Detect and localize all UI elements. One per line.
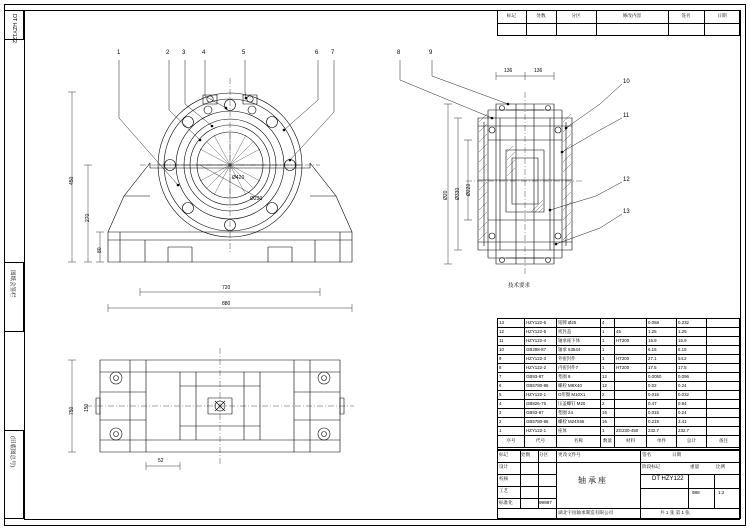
bom-cell: 0.94 (678, 400, 687, 406)
bom-cell: 17.5 (648, 364, 657, 370)
balloon-6: 6 (315, 50, 319, 56)
bom-header-cell: 材料 (625, 438, 636, 443)
company-name: 湖北宇宙轴承制造有限公司 (558, 510, 614, 515)
bom-cell: 1 (602, 364, 605, 370)
bom-cell: 6.15 (648, 346, 657, 352)
bom-cell: 0.015 (648, 409, 659, 415)
bom-cell: 54.2 (678, 355, 687, 361)
bom-cell: ZG230-450 (616, 427, 639, 433)
bom-cell: GB5780-86 (526, 382, 549, 388)
bom-header-cell: 单件 (656, 438, 667, 443)
bom-header-cell: 备注 (718, 438, 729, 443)
bom-cell: 11 (499, 337, 504, 343)
bom-cell: 12 (602, 373, 607, 379)
bom-cell: 27.1 (648, 355, 657, 361)
bom-cell: 座体 (558, 427, 567, 433)
bom-cell: 1 (602, 337, 605, 343)
technical-requirements-note: 技术要求 (508, 283, 531, 289)
balloon-9: 9 (429, 50, 433, 56)
balloon-1: 1 (117, 50, 121, 56)
balloon-7: 7 (331, 50, 335, 56)
bom-cell: 9 (499, 355, 502, 361)
bom-cell: GB5780-86 (526, 418, 549, 424)
bom-cell: 2 (602, 400, 605, 406)
balloon-13: 13 (623, 209, 630, 215)
bom-cell: 45 (616, 328, 621, 334)
change-col-sign: 签名 (681, 13, 691, 18)
title-field-weight: 重量 (690, 464, 700, 469)
title-field-date-value: 99987 (539, 500, 552, 505)
title-field-count: 处数 (521, 452, 531, 457)
bom-cell: 10 (499, 346, 504, 352)
title-field-zone: 分区 (539, 452, 549, 457)
dim-side-20: Ø20 (443, 190, 449, 200)
bom-header-cell: 数量 (602, 438, 613, 443)
title-field-stage: 阶段标记 (642, 464, 661, 469)
bom-cell: HZY122-2 (526, 364, 547, 370)
bom-cell: 1.25 (648, 328, 657, 334)
bom-cell: 3.41 (678, 418, 687, 424)
bom-cell: 0.24 (678, 382, 687, 388)
bom-cell: 7 (499, 373, 502, 379)
title-mass-value: 988 (692, 490, 700, 495)
bom-cell: GB93-87 (526, 373, 544, 379)
balloon-3: 3 (182, 50, 186, 56)
change-col-count: 处数 (536, 13, 546, 18)
bom-cell: 16 (602, 409, 607, 415)
bom-cell: 4 (499, 400, 502, 406)
dim-80: 80 (97, 247, 103, 253)
bom-cell: HT200 (616, 364, 630, 370)
bom-cell: 5 (499, 391, 502, 397)
bom-header-cell: 序号 (506, 438, 516, 443)
bom-cell: 0.032 (678, 391, 689, 397)
dim-880: 880 (222, 301, 231, 307)
bom-cell: 0.058 (648, 319, 659, 325)
change-col-zone: 分区 (571, 13, 581, 18)
dim-bore-420: Ø420 (232, 175, 245, 181)
bom-cell: HZY122-4 (526, 337, 547, 343)
bom-cell: HZY122-1 (526, 391, 547, 397)
bom-cell: HZY122-5 (526, 328, 547, 334)
title-field-sign: 签名 (642, 452, 652, 457)
bom-cell: 0.47 (648, 400, 657, 406)
title-field-scale: 比例 (716, 464, 726, 469)
bom-cell: 0.219 (648, 418, 659, 424)
title-sheet-label: 共 1 张 第 1 张 (660, 510, 690, 515)
bom-cell: 16 (602, 418, 607, 424)
bom-cell: GB93-87 (526, 409, 544, 415)
bom-cell: 0.096 (678, 373, 689, 379)
bom-cell: 螺栓 M24X65 (558, 418, 585, 424)
bom-cell: 0.232 (678, 319, 689, 325)
bom-cell: 外密封件 (558, 355, 576, 361)
dim-270: 270 (85, 213, 91, 222)
bom-cell: 232.7 (648, 427, 659, 433)
balloon-8: 8 (397, 50, 401, 56)
bom-cell: 1 (602, 328, 605, 334)
bom-cell: O形圈 M10X1 (558, 391, 586, 397)
bom-cell: 1 (602, 427, 605, 433)
bom-cell: 压盖螺钉 M20 (558, 400, 586, 406)
balloon-12: 12 (623, 177, 630, 183)
bom-cell: 0.02 (648, 382, 657, 388)
bom-cell: 轴承 53544 (558, 346, 581, 352)
bom-cell: 6 (499, 382, 502, 388)
title-field-docno: 更改文件号 (558, 452, 581, 457)
left-margin-mid-label: 图纸会签栏 (9, 270, 15, 298)
drawing-title: 轴承座 (578, 476, 608, 485)
bom-cell: GB826-76 (526, 400, 547, 406)
bom-cell: 2 (602, 391, 605, 397)
bom-header-cell: 代号 (535, 438, 546, 443)
bom-cell: HT200 (616, 337, 630, 343)
bom-cell: GB298-87 (526, 346, 547, 352)
bom-cell: 1 (602, 346, 605, 352)
bom-cell: 密封盖 (558, 328, 572, 334)
bom-cell: 0.0050 (648, 373, 662, 379)
bom-cell: 3 (499, 409, 502, 415)
bom-cell: 0.24 (678, 409, 687, 415)
bom-cell: HZY122-6 (526, 319, 547, 325)
balloon-4: 4 (202, 50, 206, 56)
bom-cell: 15.9 (678, 337, 687, 343)
dim-side-136b: 136 (534, 68, 543, 74)
bom-header-cell: 总计 (686, 438, 697, 443)
bom-cell: 12 (499, 328, 504, 334)
title-field-std: 标准化 (499, 500, 513, 505)
dim-side-330: Ø330 (455, 187, 461, 200)
title-field-check: 校核 (499, 476, 509, 481)
dim-side-220: Ø220 (466, 183, 472, 196)
bom-cell: 铭牌 Ø25 (558, 319, 577, 325)
left-margin-bottom-label: (旧底图总号) (9, 436, 15, 468)
title-code-value: DT HZY122 (652, 476, 684, 482)
bom-cell: 垫圈 8 (558, 373, 571, 379)
bom-cell: 垫圈 24 (558, 409, 573, 415)
dim-side-136a: 136 (504, 68, 513, 74)
bom-cell: 15.9 (648, 337, 657, 343)
title-field-proc: 工艺 (499, 488, 509, 493)
balloon-10: 10 (623, 79, 630, 85)
left-margin-top-label: DT HZY122 (11, 14, 17, 43)
bom-cell: 1.25 (678, 328, 687, 334)
balloon-11: 11 (623, 113, 630, 119)
dim-450: 450 (69, 176, 75, 185)
bom-cell: HT200 (616, 355, 630, 361)
bom-cell: 轴承座下体 (558, 337, 580, 343)
dim-230: Ø230 (250, 196, 263, 202)
change-col-date: 日期 (717, 13, 727, 18)
bom-cell: 8 (499, 364, 502, 370)
bom-cell: 1 (602, 355, 605, 361)
change-col-content: 修改内容 (622, 13, 642, 18)
bom-cell: 232.7 (678, 427, 689, 433)
bom-cell: 17.5 (678, 364, 687, 370)
title-field-mark: 标记 (499, 452, 509, 457)
bom-cell: 6.15 (678, 346, 687, 352)
bom-cell: HZY122-3 (526, 355, 547, 361)
title-scale-value: 1:2 (718, 490, 725, 495)
bom-cell: 4 (602, 319, 605, 325)
bom-cell: 1 (499, 427, 502, 433)
bom-header-cell: 名称 (573, 438, 584, 443)
balloon-2: 2 (166, 50, 170, 56)
bom-cell: 2 (499, 418, 502, 424)
bom-cell: 内密封件7 (558, 364, 579, 370)
bom-cell: 螺栓 M8X40 (558, 382, 582, 388)
bom-cell: 13 (499, 319, 504, 325)
change-col-mark: 标记 (506, 13, 517, 18)
balloon-5: 5 (242, 50, 246, 56)
dim-bottom-150: 150 (84, 403, 90, 412)
dim-bottom-750: 750 (69, 406, 75, 415)
dim-720: 720 (222, 285, 231, 291)
bom-cell: HZY122-1 (526, 427, 547, 433)
dim-bottom-52: 52 (158, 458, 164, 464)
title-field-date: 日期 (672, 452, 682, 457)
title-field-design: 设计 (499, 464, 509, 469)
bom-cell: 0.016 (648, 391, 659, 397)
bom-cell: 12 (602, 382, 607, 388)
